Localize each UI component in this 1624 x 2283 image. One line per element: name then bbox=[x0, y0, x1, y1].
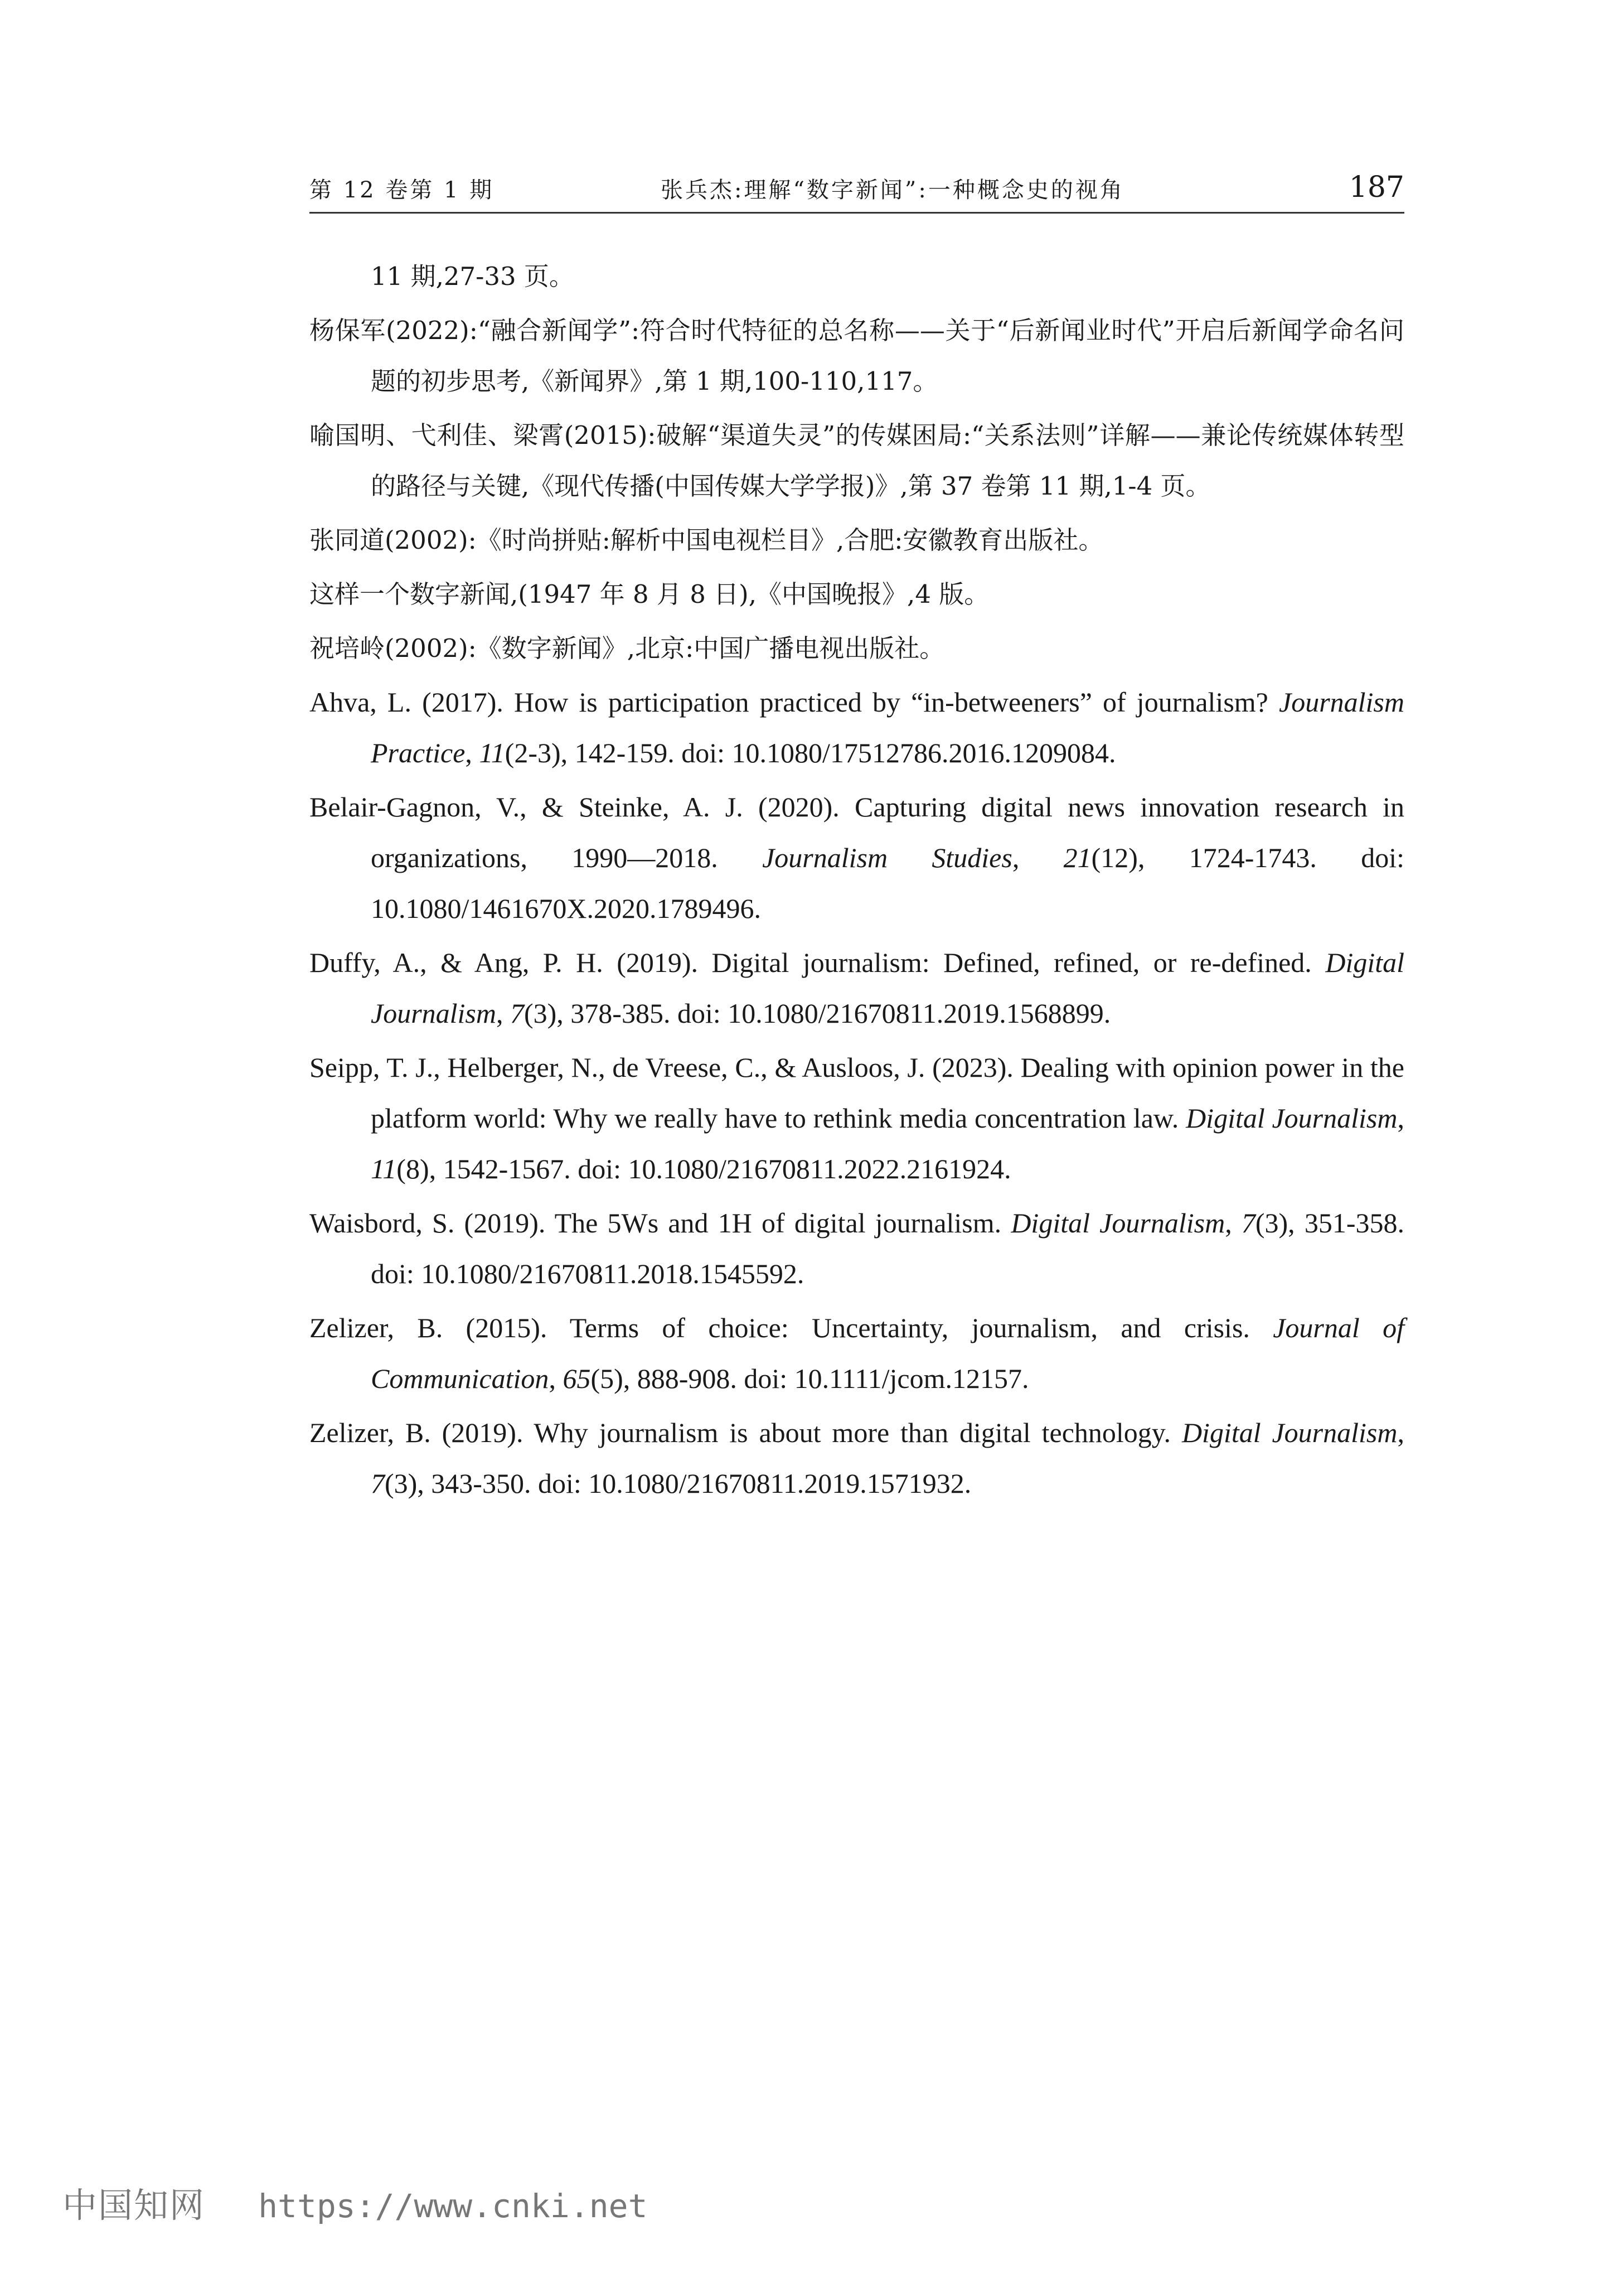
journal-volume: 7 bbox=[510, 998, 524, 1029]
reference-body: Seipp, T. J., Helberger, N., de Vreese, C., & Ausloos, J. (2023). Dealing with opinion power in the platform world: Why we really have to rethink media concentration law. bbox=[309, 1052, 1404, 1134]
reference-doi: (3), 351-358. doi: 10.1080/21670811.2018.1545592. bbox=[371, 1207, 1405, 1289]
reference-item: Ahva, L. (2017). How is participation practiced by “in-betweeners” of journalism? Journalism Practice, 11(2-3), 142-159. doi: 10.1080/17512786.2016.1209084. bbox=[309, 686, 1404, 768]
journal-title: Journal of Communication bbox=[371, 1312, 1404, 1394]
journal-volume: 11 bbox=[371, 1153, 397, 1184]
journal-volume: 11 bbox=[479, 737, 505, 768]
reference-body: Belair-Gagnon, V., & Steinke, A. J. (2020). Capturing digital news innovation research in organizations, 1990—2018. bbox=[309, 791, 1404, 873]
running-title: 张兵杰:理解“数字新闻”:一种概念史的视角 bbox=[661, 177, 1124, 203]
reference-item bbox=[309, 623, 1404, 674]
journal-title: Journalism Studies bbox=[762, 842, 1012, 873]
reference-body: Zelizer, B. (2019). Why journalism is about more than digital technology. bbox=[309, 1417, 1182, 1448]
page-number: 187 bbox=[1349, 171, 1404, 204]
reference-doi: (2-3), 142-159. doi: 10.1080/17512786.2016.1209084. bbox=[505, 737, 1116, 768]
reference-text: 喻国明、弋利佳、梁霄(2015):破解“渠道失灵”的传媒困局:“关系法则”详解——兼论传统媒体转型的路径与关键,《现代传播(中国传媒大学学报)》,第 37 卷第 11 期,1-4 页。 bbox=[309, 420, 1404, 501]
cnki-logo: 中国知网 bbox=[62, 2185, 206, 2226]
reference-item: Zelizer, B. (2019). Why journalism is about more than digital technology. Digital Journalism, 7(3), 343-350. doi: 10.1080/21670811.2019.1571932. bbox=[309, 1417, 1404, 1499]
reference-item bbox=[309, 251, 1404, 302]
journal-title: Digital Journalism bbox=[1011, 1207, 1225, 1239]
reference-list bbox=[309, 251, 1404, 1512]
journal-volume: 65 bbox=[563, 1363, 591, 1394]
reference-text: 这样一个数字新闻,(1947 年 8 月 8 日),《中国晚报》,4 版。 bbox=[309, 579, 990, 609]
reference-doi: (3), 378-385. doi: 10.1080/21670811.2019.1568899. bbox=[524, 998, 1111, 1029]
reference-text: 杨保军(2022):“融合新闻学”:符合时代特征的总名称——关于“后新闻业时代”开启后新闻学命名问题的初步思考,《新闻界》,第 1 期,100-110,117。 bbox=[309, 316, 1404, 396]
reference-doi: (8), 1542-1567. doi: 10.1080/21670811.2022.2161924. bbox=[396, 1153, 1011, 1184]
journal-title: Digital Journalism bbox=[1181, 1417, 1398, 1448]
reference-item bbox=[309, 569, 1404, 620]
reference-item bbox=[309, 410, 1404, 511]
reference-text: 11 期,27-33 页。 bbox=[371, 262, 574, 291]
reference-body: Zelizer, B. (2015). Terms of choice: Uncertainty, journalism, and crisis. bbox=[309, 1312, 1273, 1343]
reference-item: Belair-Gagnon, V., & Steinke, A. J. (2020). Capturing digital news innovation research in organizations, 1990—2018. Journalism Studies, 21(12), 1724-1743. doi: 10.1080/1461670X.2020.1789496. bbox=[309, 791, 1404, 924]
reference-doi: (3), 343-350. doi: 10.1080/21670811.2019.1571932. bbox=[385, 1468, 972, 1499]
reference-item: Seipp, T. J., Helberger, N., de Vreese, C., & Ausloos, J. (2023). Dealing with opinion power in the platform world: Why we really have to rethink media concentration law. Digital Journalism, 11(8), 1542-1567. doi: 10.1080/21670811.2022.2161924. bbox=[309, 1052, 1404, 1184]
reference-item: Waisbord, S. (2019). The 5Ws and 1H of digital journalism. Digital Journalism, 7(3), 351-358. doi: 10.1080/21670811.2018.1545592. bbox=[309, 1207, 1405, 1289]
reference-body: Duffy, A., & Ang, P. H. (2019). Digital journalism: Defined, refined, or re-defined. bbox=[309, 947, 1326, 978]
reference-doi: (12), 1724-1743. doi: 10.1080/1461670X.2020.1789496. bbox=[371, 842, 1404, 924]
cnki-watermark bbox=[62, 2178, 648, 2227]
reference-text: 张同道(2002):《时尚拼贴:解析中国电视栏目》,合肥:安徽教育出版社。 bbox=[309, 525, 1104, 555]
reference-item: Duffy, A., & Ang, P. H. (2019). Digital journalism: Defined, refined, or re-defined. Digital Journalism, 7(3), 378-385. doi: 10.1080/21670811.2019.1568899. bbox=[309, 947, 1404, 1029]
reference-body: Waisbord, S. (2019). The 5Ws and 1H of digital journalism. bbox=[309, 1207, 1011, 1239]
reference-item bbox=[309, 515, 1404, 565]
journal-volume: 7 bbox=[371, 1468, 385, 1499]
page-header bbox=[309, 167, 1404, 214]
reference-item: Zelizer, B. (2015). Terms of choice: Uncertainty, journalism, and crisis. Journal of Communication, 65(5), 888-908. doi: 10.1111/jcom.12157. bbox=[309, 1312, 1404, 1394]
issue-label: 第 12 卷第 1 期 bbox=[309, 177, 495, 203]
reference-body: Ahva, L. (2017). How is participation practiced by “in-betweeners” of journalism? bbox=[309, 686, 1279, 718]
reference-doi: (5), 888-908. doi: 10.1111/jcom.12157. bbox=[590, 1363, 1029, 1394]
journal-title: Digital Journalism bbox=[371, 947, 1404, 1029]
journal-title: Digital Journalism bbox=[1186, 1102, 1398, 1134]
reference-item bbox=[309, 305, 1404, 407]
cnki-url[interactable]: https://www.cnki.net bbox=[258, 2187, 648, 2225]
journal-title: Journalism Practice bbox=[371, 686, 1404, 768]
reference-text: 祝培岭(2002):《数字新闻》,北京:中国广播电视出版社。 bbox=[309, 633, 945, 663]
journal-volume: 21 bbox=[1063, 842, 1092, 873]
journal-volume: 7 bbox=[1241, 1207, 1255, 1239]
